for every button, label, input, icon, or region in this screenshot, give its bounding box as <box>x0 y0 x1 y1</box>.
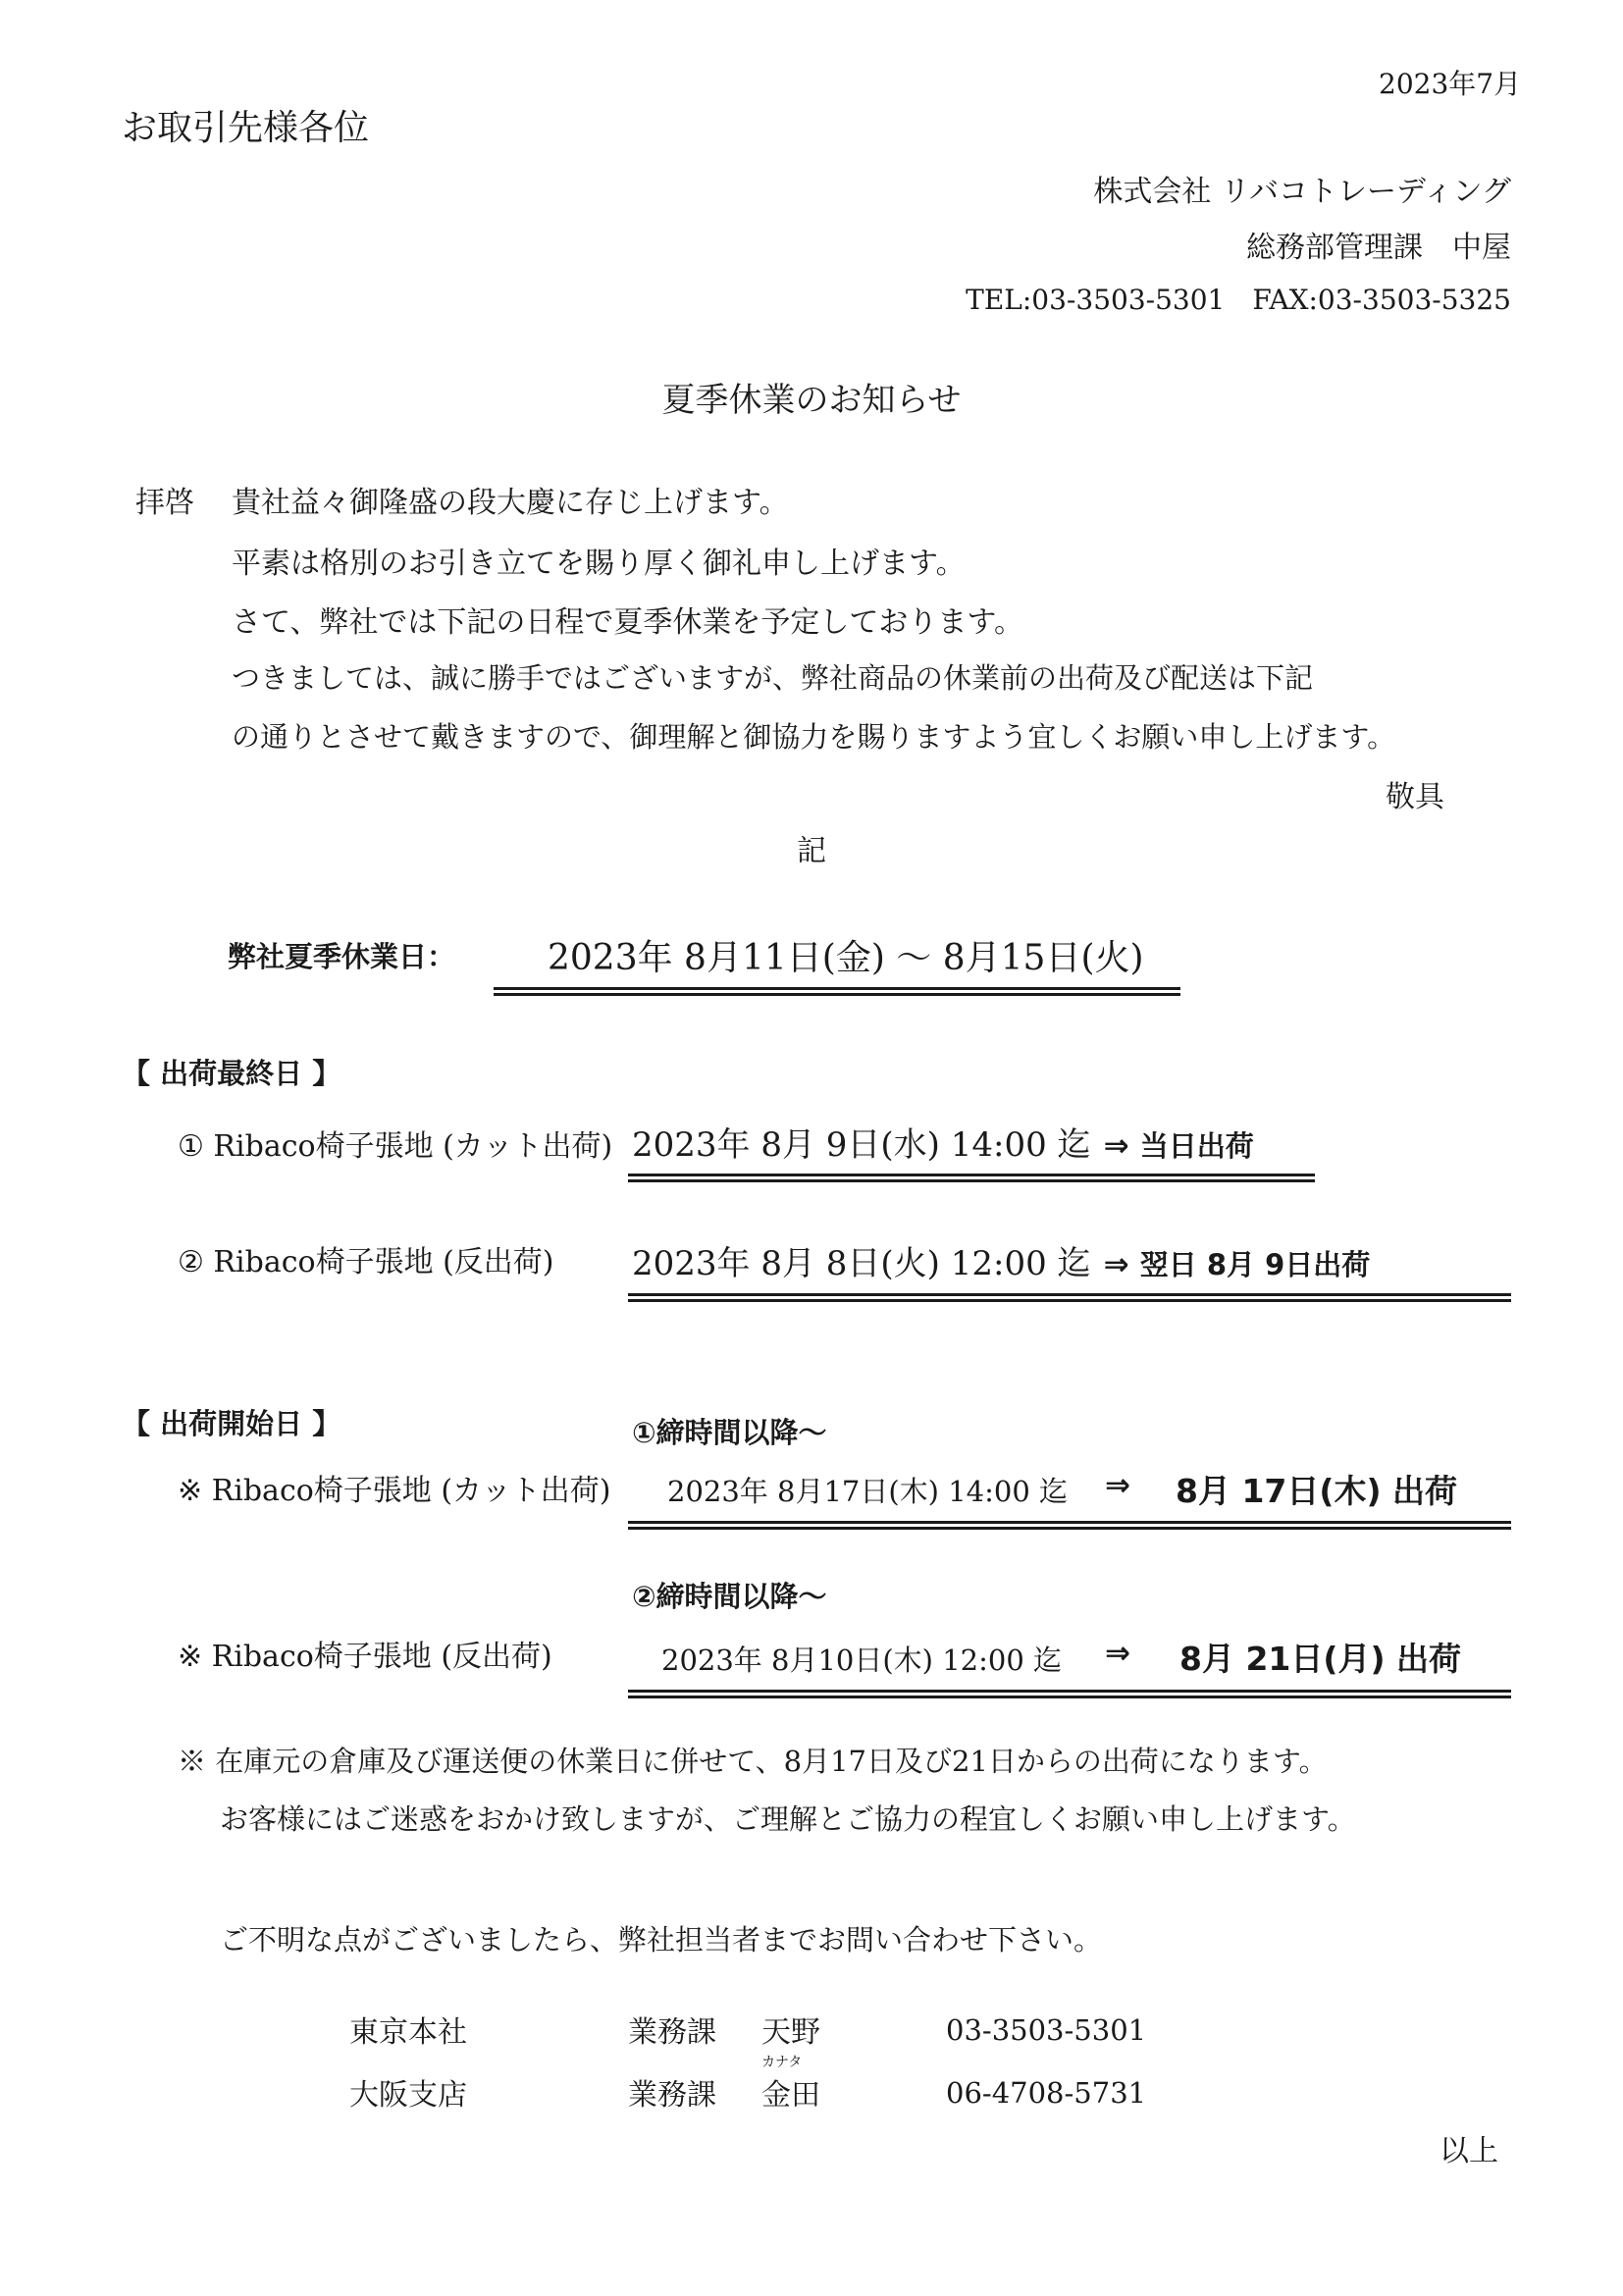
sub-heading: ②締時間以降～ <box>632 1580 827 1613</box>
contact-name: 天野 <box>761 2015 820 2050</box>
contact-office: 大阪支店 <box>349 2078 467 2113</box>
underline-double <box>628 1521 1511 1530</box>
product-label: ② Ribaco椅子張地 (反出荷) <box>178 1245 554 1279</box>
section-heading-last-shipping: 【 出荷最終日 】 <box>122 1057 341 1090</box>
deadline-text: 2023年 8月10日(木) 12:00 迄 <box>661 1644 1063 1677</box>
contact-section: 業務課 <box>628 2015 716 2050</box>
holiday-label: 弊社夏季休業日： <box>228 940 456 973</box>
holiday-period: 2023年 8月11日(金) ～ 8月15日(火) <box>548 938 1144 978</box>
recipient: お取引先様各位 <box>122 108 370 148</box>
product-label: ※ Ribaco椅子張地 (カット出荷) <box>178 1474 611 1508</box>
closing-end: 以上 <box>1440 2134 1498 2168</box>
shipping-result: 8月 17日(木) 出荷 <box>1176 1472 1458 1510</box>
greeting-line: さて、弊社では下記の日程で夏季休業を予定しております。 <box>232 605 1023 640</box>
sender-department: 総務部管理課 中屋 <box>1246 231 1511 265</box>
sender-company: 株式会社 リバコトレーディング <box>1093 175 1511 209</box>
greeting-opening: 拝啓 <box>135 486 194 520</box>
shipping-result: 8月 21日(月) 出荷 <box>1179 1640 1462 1678</box>
greeting-line: 平素は格別のお引き立てを賜り厚く御礼申し上げます。 <box>232 547 966 581</box>
underline-double <box>628 1174 1315 1182</box>
document-date: 2023年7月 <box>1379 68 1522 100</box>
inquiry-text: ご不明な点がございましたら、弊社担当者までお問い合わせ下さい。 <box>220 1923 1103 1957</box>
sub-heading: ①締時間以降～ <box>632 1416 827 1449</box>
greeting-closing: 敬具 <box>1386 780 1444 814</box>
note-line: お客様にはご迷惑をおかけ致しますが、ご理解とご協力の程宜しくお願い申し上げます。 <box>220 1802 1356 1836</box>
shipping-result: 翌日 8月 9日出荷 <box>1139 1248 1371 1281</box>
deadline-text: 2023年 8月 8日(火) 12:00 迄 <box>632 1244 1091 1283</box>
section-heading-start-shipping: 【 出荷開始日 】 <box>122 1407 341 1440</box>
underline-double <box>494 987 1180 996</box>
last-shipping-row-roll <box>632 1236 1370 1284</box>
underline-double <box>628 1293 1511 1302</box>
greeting-line: つきましては、誠に勝手ではございますが、弊社商品の休業前の出荷及び配送は下記 <box>232 661 1314 695</box>
contact-name-ruby: カナタ <box>761 2055 803 2070</box>
contact-office: 東京本社 <box>349 2015 467 2050</box>
product-label: ※ Ribaco椅子張地 (反出荷) <box>178 1640 552 1674</box>
page-title: 夏季休業のお知らせ <box>661 381 962 420</box>
underline-double <box>628 1690 1511 1698</box>
arrow-icon: ⇒ <box>1103 1247 1129 1282</box>
arrow-icon: ⇒ <box>1105 1468 1130 1503</box>
greeting-line: の通りとさせて戴きますので、御理解と御協力を賜りますよう宜しくお願い申し上げます。 <box>232 720 1396 754</box>
contact-phone: 06-4708-5731 <box>946 2076 1147 2110</box>
last-shipping-row-cut <box>632 1118 1254 1166</box>
contact-phone: 03-3503-5301 <box>946 2013 1147 2047</box>
sender-contact: TEL:03-3503-5301 FAX:03-3503-5325 <box>966 284 1511 316</box>
product-label: ① Ribaco椅子張地 (カット出荷) <box>178 1129 613 1164</box>
shipping-result: 当日出荷 <box>1139 1129 1254 1163</box>
greeting-line: 貴社益々御隆盛の段大慶に存じ上げます。 <box>232 486 789 520</box>
arrow-icon: ⇒ <box>1105 1636 1130 1671</box>
contact-section: 業務課 <box>628 2078 716 2113</box>
deadline-text: 2023年 8月17日(木) 14:00 迄 <box>667 1475 1069 1508</box>
note-line: ※ 在庫元の倉庫及び運送便の休業日に併せて、8月17日及び21日からの出荷になります。 <box>178 1745 1328 1778</box>
contact-name: 金田 <box>761 2078 820 2113</box>
deadline-text: 2023年 8月 9日(水) 14:00 迄 <box>632 1125 1091 1165</box>
ki-mark: 記 <box>797 834 826 868</box>
arrow-icon: ⇒ <box>1103 1128 1129 1164</box>
